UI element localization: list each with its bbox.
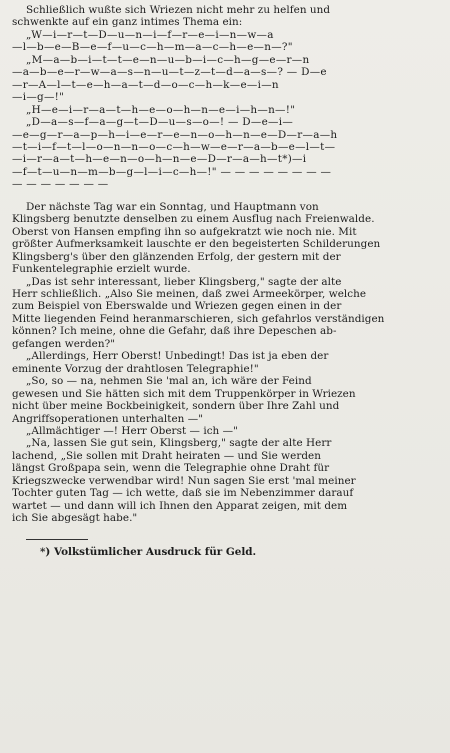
paragraph-intro bbox=[12, 4, 440, 29]
text-line: lachend, „Sie sollen mit Draht heiraten — und Sie werden bbox=[12, 449, 321, 462]
text-line: größter Aufmerksamkeit lauschte er den begeisterten Schilderungen bbox=[12, 238, 381, 251]
text-line: wartet — und dann will ich Ihnen den Apparat zeigen, mit dem bbox=[12, 499, 348, 512]
text-line: „Na, lassen Sie gut sein, Klingsberg," sagte der alte Herr bbox=[26, 437, 332, 450]
paragraph-oberst bbox=[12, 276, 440, 351]
text-line: längst Großpapa sein, wenn die Telegraphie ohne Draht für bbox=[12, 462, 330, 475]
text-line: „Allmächtiger —! Herr Oberst — ich —" bbox=[26, 424, 238, 437]
paragraph-so bbox=[12, 375, 440, 437]
text-line: „W—i—r—t—D—u—n—i—f—r—e—i—n—w—a bbox=[26, 28, 274, 41]
text-line: eminente Vorzug der drahtlosen Telegraphie!" bbox=[12, 362, 259, 375]
text-line: Klingsberg's über den glänzenden Erfolg, der gestern mit der bbox=[12, 250, 341, 263]
text-line: Angriffsoperationen unterhalten —" bbox=[12, 412, 204, 425]
paragraph-morse-3 bbox=[12, 104, 440, 191]
footnote-rule bbox=[26, 539, 88, 540]
paragraph-na bbox=[12, 437, 440, 524]
text-line: —e—g—r—a—p—h—i—e—r—e—n—o—h—n—e—D—r—a—h bbox=[12, 128, 338, 141]
text-line: Mitte liegenden Feind heranmarschieren, sich gefahrlos verständigen bbox=[12, 312, 385, 325]
paragraph-sunday bbox=[12, 201, 440, 276]
text-line: Herr schließlich. „Also Sie meinen, daß zwei Armeekörper, welche bbox=[12, 287, 367, 300]
text-line: ich Sie abgesägt habe." bbox=[12, 512, 138, 525]
text-line: „Allerdings, Herr Oberst! Unbedingt! Das ist ja eben der bbox=[26, 350, 329, 363]
text-line: —f—t—u—n—m—b—g—l—i—c—h—!" — — — — — — — — bbox=[12, 165, 332, 178]
text-line: —r—A—l—t—e—h—a—t—d—o—c—h—k—e—i—n bbox=[12, 78, 279, 91]
text-line: zum Beispiel von Eberswalde und Wriezen gegen einen in der bbox=[12, 300, 342, 313]
text-line: gefangen werden?" bbox=[12, 337, 116, 350]
text-line: — — — — — — — bbox=[12, 178, 109, 191]
text-line: Tochter guten Tag — ich wette, daß sie im Nebenzimmer darauf bbox=[12, 487, 354, 500]
text-line: Kriegszwecke verwendbar wird! Nun sagen Sie erst 'mal meiner bbox=[12, 474, 356, 487]
text-line: „M—a—b—i—t—t—e—n—u—b—i—c—h—g—e—r—n bbox=[26, 53, 310, 66]
text-line: —i—r—a—t—h—e—n—o—h—n—e—D—r—a—h—t*)—i bbox=[12, 153, 307, 166]
paragraph-morse-1 bbox=[12, 29, 440, 54]
paragraph-morse-2 bbox=[12, 54, 440, 104]
text-line: „Das ist sehr interessant, lieber Klingsberg," sagte der alte bbox=[26, 275, 342, 288]
text-line: gewesen und Sie hätten sich mit dem Truppenkörper in Wriezen bbox=[12, 387, 356, 400]
text-line: schwenkte auf ein ganz intimes Thema ein: bbox=[12, 16, 243, 29]
text-line: Funkentelegraphie erzielt wurde. bbox=[12, 263, 191, 276]
text-line: können? Ich meine, ohne die Gefahr, daß ihre Depeschen ab- bbox=[12, 325, 337, 338]
text-line: —i—g—!" bbox=[12, 91, 65, 104]
text-line: Klingsberg benutzte denselben zu einem Ausflug nach Freienwalde. bbox=[12, 213, 375, 226]
paragraph-gap bbox=[12, 191, 440, 201]
text-line: „So, so — na, nehmen Sie 'mal an, ich wäre der Feind bbox=[26, 375, 312, 388]
text-line: Der nächste Tag war ein Sonntag, und Hauptmann von bbox=[26, 200, 319, 213]
footnote: *) Volkstümlicher Ausdruck für Geld. bbox=[40, 545, 257, 558]
text-line: Oberst von Hansen empfing ihn so aufgekratzt wie noch nie. Mit bbox=[12, 225, 357, 238]
text-line: nicht über meine Bockbeinigkeit, sondern über Ihre Zahl und bbox=[12, 400, 340, 413]
text-line: —a—b—e—r—w—a—s—n—u—t—z—t—d—a—s—? — D—e bbox=[12, 66, 327, 79]
text-line: „H—e—i—r—a—t—h—e—o—h—n—e—i—h—n—!" bbox=[26, 103, 296, 116]
paragraph-allerdings bbox=[12, 350, 440, 375]
text-line: —l—b—e—B—e—f—u—c—h—m—a—c—h—e—n—?" bbox=[12, 41, 293, 54]
text-line: „D—a—s—f—a—g—t—D—u—s—o—! — D—e—i— bbox=[26, 116, 294, 129]
text-line: Schließlich wußte sich Wriezen nicht mehr zu helfen und bbox=[26, 4, 331, 16]
text-line: —t—i—f—t—l—o—n—n—o—c—h—w—e—r—a—b—e—l—t— bbox=[12, 140, 336, 153]
